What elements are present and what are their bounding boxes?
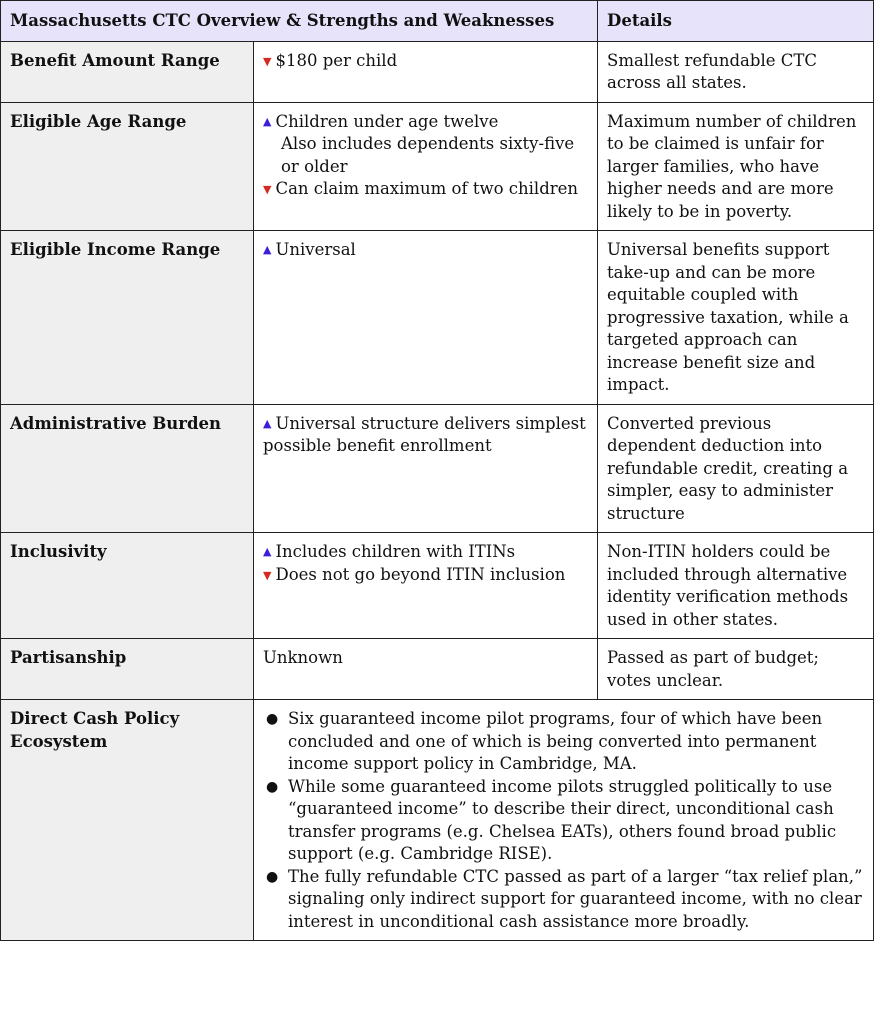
assessment-item	[263, 178, 588, 202]
row-label: Administrative Burden	[1, 404, 254, 533]
strengths-weaknesses-cell	[254, 533, 598, 639]
table-row	[1, 231, 874, 405]
table-title: Massachusetts CTC Overview & Strengths and Weaknesses	[1, 1, 598, 42]
details-column-header: Details	[598, 1, 874, 42]
strengths-weaknesses-cell	[254, 639, 598, 700]
bullet-icon: ●	[266, 778, 279, 795]
strengths-weaknesses-cell	[254, 404, 598, 533]
assessment-item	[263, 541, 588, 564]
assessment-item-text: Can claim maximum of two children	[275, 179, 579, 198]
table-header-row	[1, 1, 874, 42]
table-body	[1, 41, 874, 700]
assessment-item-text: Children under age twelve	[275, 111, 499, 131]
row-label: Benefit Amount Range	[1, 41, 254, 102]
strengths-weaknesses-cell	[254, 41, 598, 102]
details-cell: Maximum number of children to be claimed is unfair for larger families, who have higher needs and are more likely to be in poverty.	[598, 102, 874, 231]
table-row	[1, 533, 874, 639]
strength-triangle-icon: ▲	[263, 545, 272, 558]
ecosystem-bullet-text: Six guaranteed income pilot programs, four of which have been concluded and one of which is being converted into permanent income support policy in Cambridge, MA.	[288, 709, 823, 773]
strengths-weaknesses-cell	[254, 102, 598, 231]
assessment-item-text: Also includes dependents sixty-five or older	[281, 134, 575, 176]
table-row	[1, 404, 874, 533]
assessment-item-text: Universal	[275, 240, 356, 259]
details-cell: Non-ITIN holders could be included through alternative identity verification methods used in other states.	[598, 533, 874, 639]
assessment-item	[263, 50, 588, 74]
assessment-item	[263, 413, 588, 458]
row-label: Eligible Age Range	[1, 102, 254, 231]
row-label: Partisanship	[1, 639, 254, 700]
details-cell: Smallest refundable CTC across all states.	[598, 41, 874, 102]
table-row-ecosystem	[1, 700, 874, 941]
table-row	[1, 41, 874, 102]
weakness-triangle-icon: ▼	[263, 568, 272, 582]
strength-triangle-icon: ▲	[263, 114, 272, 128]
assessment-item-text: Includes children with ITINs	[275, 542, 516, 561]
row-label: Direct Cash Policy Ecosystem	[1, 700, 254, 941]
row-label: Inclusivity	[1, 533, 254, 639]
ecosystem-bullet	[266, 776, 864, 866]
assessment-item-text: $180 per child	[275, 50, 398, 70]
bullet-icon: ●	[266, 711, 279, 727]
strength-triangle-icon: ▲	[263, 416, 272, 430]
assessment-item	[263, 239, 588, 262]
assessment-item	[263, 111, 588, 134]
ecosystem-cell	[254, 700, 874, 941]
strengths-weaknesses-cell	[254, 231, 598, 405]
assessment-item-text: Universal structure delivers simplest possible benefit enrollment	[263, 413, 586, 455]
assessment-item	[263, 564, 588, 588]
assessment-item-text: Does not go beyond ITIN inclusion	[275, 564, 566, 584]
bullet-icon: ●	[266, 868, 279, 885]
weakness-triangle-icon: ▼	[263, 54, 272, 68]
ecosystem-bullet	[266, 708, 864, 776]
strength-triangle-icon: ▲	[263, 243, 272, 256]
details-cell: Passed as part of budget; votes unclear.	[598, 639, 874, 700]
assessment-item	[263, 133, 588, 178]
weakness-triangle-icon: ▼	[263, 183, 272, 196]
assessment-item	[263, 647, 588, 670]
ecosystem-bullet-text: While some guaranteed income pilots struggled politically to use “guaranteed income” to describe their direct, unconditional cash transfer programs (e.g. Chelsea EATs), others found broad public support (e.g. Cambridge RISE).	[288, 776, 837, 863]
assessment-item-text: Unknown	[263, 648, 343, 667]
table-row	[1, 639, 874, 700]
ecosystem-bullet-list	[263, 708, 864, 933]
details-cell: Universal benefits support take-up and can be more equitable coupled with progressive taxation, while a targeted approach can increase benefit size and impact.	[598, 231, 874, 405]
details-cell: Converted previous dependent deduction into refundable credit, creating a simpler, easy to administer structure	[598, 404, 874, 533]
ecosystem-bullet-text: The fully refundable CTC passed as part of a larger “tax relief plan,” signaling only indirect support for guaranteed income, with no clear interest in unconditional cash assistance more broadly.	[288, 866, 863, 931]
table-row	[1, 102, 874, 231]
ecosystem-bullet	[266, 866, 864, 934]
row-label: Eligible Income Range	[1, 231, 254, 405]
